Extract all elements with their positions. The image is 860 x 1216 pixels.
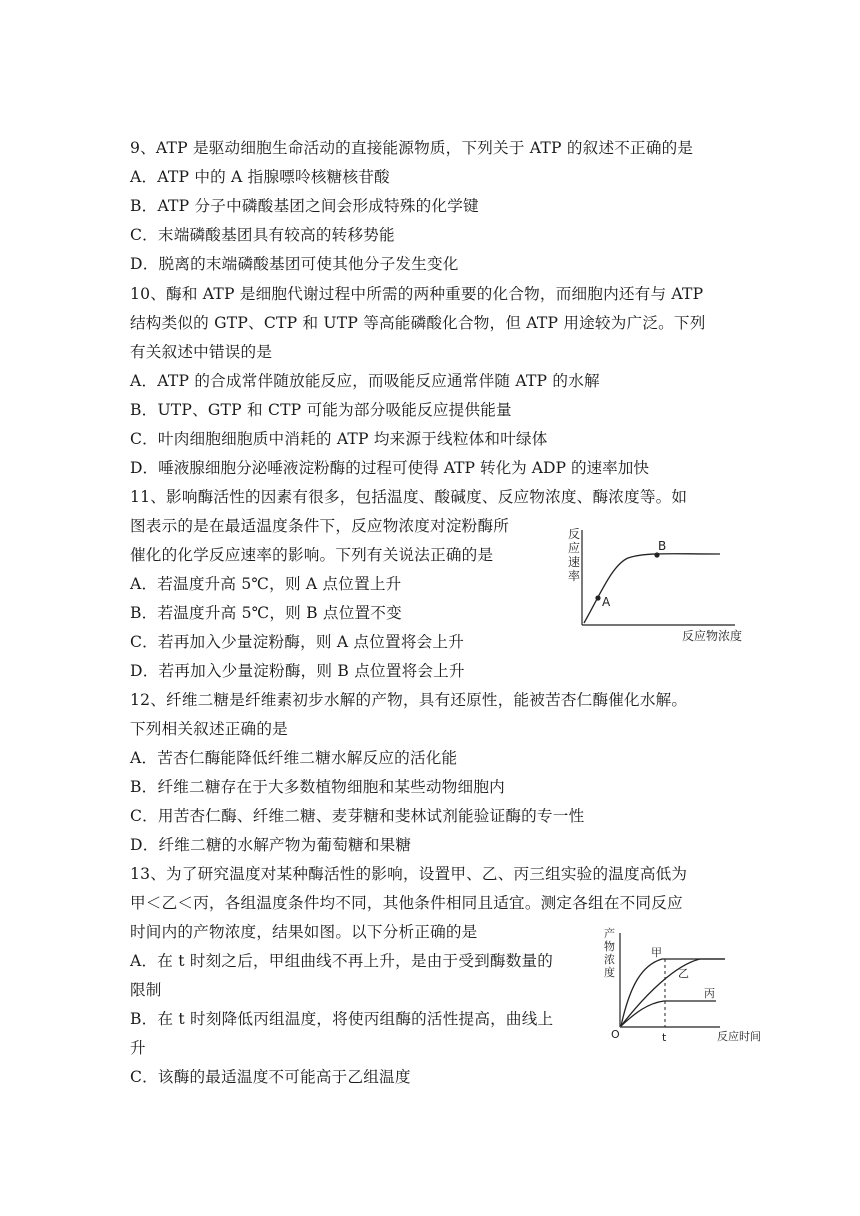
q10-stem-line1: 10、酶和 ATP 是细胞代谢过程中所需的两种重要的化合物，而细胞内还有与 ATP [130, 285, 704, 303]
q11-option-b: B．若温度升高 5℃，则 B 点位置不变 [130, 604, 402, 622]
q11-ylabel-char: 应 [568, 541, 581, 555]
q9-option-a: A．ATP 中的 A 指腺嘌呤核糖核苷酸 [130, 168, 390, 186]
q11-point-a-label: A [602, 595, 611, 609]
q10-option-a: A．ATP 的合成常伴随放能反应，而吸能反应通常伴随 ATP 的水解 [130, 372, 600, 390]
q13-option-a-line1: A．在 t 时刻之后，甲组曲线不再上升，是由于受到酶数量的 [130, 952, 554, 970]
q13-label-bing: 丙 [704, 987, 715, 1000]
q13-option-a-line2: 限制 [130, 981, 162, 999]
q9-option-d: D．脱离的末端磷酸基团可使其他分子发生变化 [130, 255, 459, 273]
q11-point-b [654, 552, 659, 557]
q12-option-d: D．纤维二糖的水解产物为葡萄糖和果糖 [130, 836, 412, 854]
q11-stem-line3: 催化的化学反应速率的影响。下列有关说法正确的是 [130, 546, 494, 564]
q10-stem-line2: 结构类似的 GTP、CTP 和 UTP 等高能磷酸化合物，但 ATP 用途较为广泛。下列 [130, 314, 706, 332]
q13-figure [600, 925, 770, 1050]
q13-stem-line3: 时间内的产物浓度，结果如图。以下分析正确的是 [130, 923, 478, 941]
q9-stem: 9、ATP 是驱动细胞生命活动的直接能源物质，下列关于 ATP 的叙述不正确的是 [130, 139, 694, 157]
q11-xlabel: 反应物浓度 [682, 629, 743, 643]
q11-option-a: A．若温度升高 5℃，则 A 点位置上升 [130, 575, 402, 593]
q11-point-b-label: B [658, 539, 667, 553]
q9-option-b: B．ATP 分子中磷酸基团之间会形成特殊的化学键 [130, 197, 479, 215]
q13-ylabel-char: 浓 [604, 953, 615, 966]
q13-curve-bing [621, 1001, 716, 1026]
q11-stem-line2: 图表示的是在最适温度条件下，反应物浓度对淀粉酶所 [130, 517, 510, 535]
q10-option-b: B．UTP、GTP 和 CTP 可能为部分吸能反应提供能量 [130, 401, 512, 419]
q13-ylabel-char: 物 [604, 940, 615, 953]
q12-option-c: C．用苦杏仁酶、纤维二糖、麦芽糖和斐林试剂能验证酶的专一性 [130, 807, 585, 825]
q13-xlabel: 反应时间 [717, 1030, 761, 1043]
q9-option-c: C．末端磷酸基团具有较高的转移势能 [130, 226, 395, 244]
q10-option-c: C．叶肉细胞细胞质中消耗的 ATP 均来源于线粒体和叶绿体 [130, 430, 548, 448]
q11-curve [584, 554, 720, 623]
q11-ylabel-char: 速 [568, 555, 581, 569]
q11-ylabel-char: 率 [568, 569, 581, 583]
q11-ylabel-char: 反 [568, 527, 581, 541]
q13-ylabel-char: 度 [604, 966, 615, 979]
q13-option-c: C．该酶的最适温度不可能高于乙组温度 [130, 1068, 411, 1086]
q10-option-d: D．唾液腺细胞分泌唾液淀粉酶的过程可使得 ATP 转化为 ADP 的速率加快 [130, 459, 649, 477]
q13-t-label: t [662, 1031, 667, 1044]
q13-origin-label: O [611, 1028, 620, 1041]
q12-stem-line2: 下列相关叙述正确的是 [130, 720, 288, 738]
q12-stem-line1: 12、纤维二糖是纤维素初步水解的产物，具有还原性，能被苦杏仁酶催化水解。 [130, 691, 688, 709]
q13-label-yi: 乙 [678, 967, 689, 980]
q12-option-b: B．纤维二糖存在于大多数植物细胞和某些动物细胞内 [130, 778, 505, 796]
q11-option-c: C．若再加入少量淀粉酶，则 A 点位置将会上升 [130, 633, 464, 651]
q11-stem-line1: 11、影响酶活性的因素有很多，包括温度、酸碱度、反应物浓度、酶浓度等。如 [130, 488, 688, 506]
q10-stem-line3: 有关叙述中错误的是 [130, 343, 273, 361]
q13-ylabel-char: 产 [604, 927, 615, 940]
q12-option-a: A．苦杏仁酶能降低纤维二糖水解反应的活化能 [130, 749, 458, 767]
q11-point-a [595, 595, 600, 600]
q11-option-d: D．若再加入少量淀粉酶，则 B 点位置将会上升 [130, 662, 465, 680]
q13-stem-line1: 13、为了研究温度对某种酶活性的影响，设置甲、乙、丙三组实验的温度高低为 [130, 865, 688, 883]
q13-label-jia: 甲 [651, 946, 662, 959]
q11-figure [560, 520, 760, 650]
q13-option-b-line2: 升 [130, 1039, 146, 1057]
q13-stem-line2: 甲＜乙＜丙，各组温度条件均不同，其他条件相同且适宜。测定各组在不同反应 [130, 894, 683, 912]
q13-option-b-line1: B．在 t 时刻降低丙组温度，将使丙组酶的活性提高，曲线上 [130, 1010, 554, 1028]
